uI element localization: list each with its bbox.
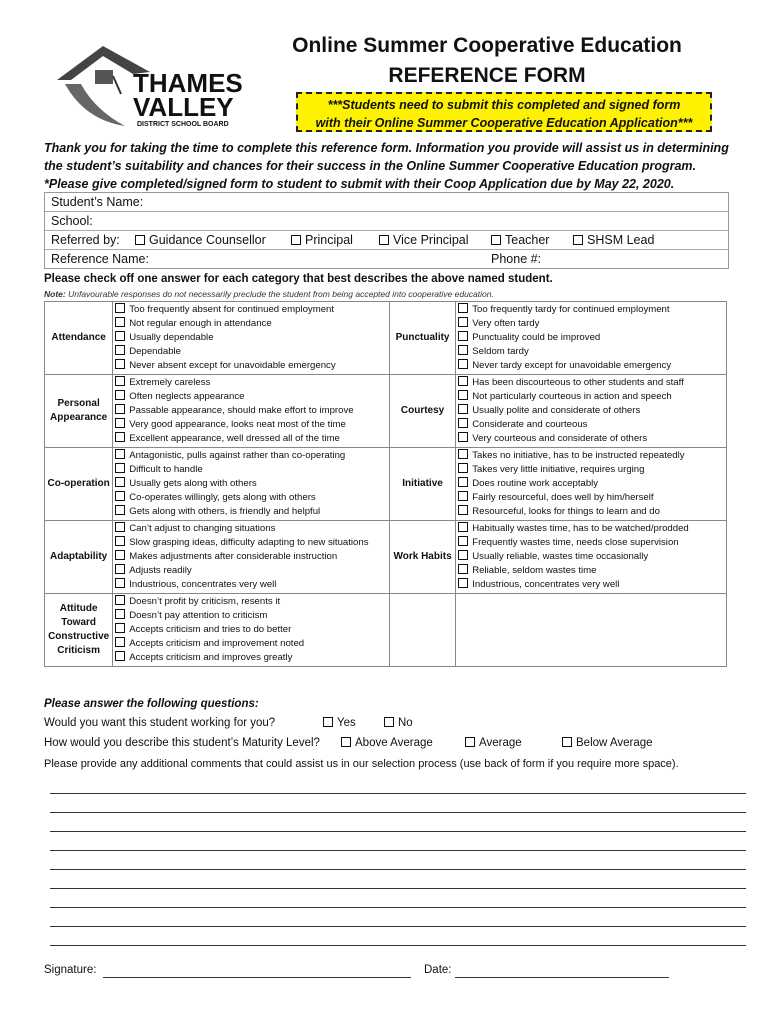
rating-option-label: Extremely careless [129, 377, 211, 388]
rating-option-label: Considerate and courteous [472, 419, 588, 430]
comment-line[interactable] [50, 850, 746, 851]
referred-by-row [45, 231, 728, 250]
category-name: Attendance [45, 302, 113, 375]
logo-text-thames: THAMES [133, 68, 243, 98]
rating-option-label: Punctuality could be improved [472, 332, 601, 343]
referred-guidance-checkbox[interactable] [135, 231, 266, 249]
average-label: Average [479, 737, 522, 749]
rating-option-label: Usually reliable, wastes time occasionally [472, 551, 649, 562]
rating-option-label: Very good appearance, looks neat most of the time [129, 419, 346, 430]
comments-prompt: Please provide any additional comments that could assist us in our selection process (use back of form if you require more space). [44, 758, 679, 770]
rating-option-checkbox[interactable] [458, 345, 724, 359]
rating-option-label: Usually polite and considerate of others [472, 405, 641, 416]
question-maturity: How would you describe this student’s Maturity Level? [44, 737, 320, 749]
category-options [456, 375, 727, 448]
rating-option-checkbox[interactable] [115, 491, 387, 505]
rating-option-checkbox[interactable] [115, 345, 387, 359]
rating-option-label: Often neglects appearance [129, 391, 245, 402]
rating-option-checkbox[interactable] [458, 376, 724, 390]
checkbox-icon [458, 331, 468, 341]
checkbox-icon [458, 564, 468, 574]
reference-name-row [45, 250, 728, 268]
checkbox-icon [115, 536, 125, 546]
category-name [389, 594, 455, 667]
checkbox-icon [115, 317, 125, 327]
phone-field[interactable]: Phone #: [491, 252, 542, 266]
rating-option-checkbox[interactable] [458, 477, 724, 491]
referred-shsm-checkbox[interactable] [573, 231, 654, 249]
school-field[interactable] [45, 212, 728, 231]
comment-line[interactable] [50, 926, 746, 927]
date-field[interactable] [455, 977, 669, 978]
rating-option-label: Usually gets along with others [129, 478, 257, 489]
checkbox-icon [115, 609, 125, 619]
rating-instructions: Please check off one answer for each category that best describes the above named student. [44, 273, 553, 285]
checkbox-icon [115, 595, 125, 605]
category-name: Initiative [389, 448, 455, 521]
checkbox-icon [115, 359, 125, 369]
rating-option-label: Does routine work acceptably [472, 478, 599, 489]
rating-option-label: Can’t adjust to changing situations [129, 523, 276, 534]
checkbox-icon [115, 522, 125, 532]
no-label: No [398, 717, 413, 729]
rating-option-checkbox[interactable] [458, 418, 724, 432]
category-options [456, 594, 727, 667]
rating-option-label: Seldom tardy [472, 346, 529, 357]
rating-option-label: Has been discourteous to other students and staff [472, 377, 684, 388]
average-checkbox[interactable] [465, 737, 522, 749]
referred-principal-checkbox[interactable] [291, 231, 353, 249]
category-name: Attitude Toward Constructive Criticism [45, 594, 113, 667]
category-options [113, 521, 390, 594]
rating-option-label: Accepts criticism and improves greatly [129, 652, 293, 663]
referred-option-label: Teacher [505, 233, 550, 247]
signature-label: Signature: [44, 964, 97, 976]
checkbox-icon [135, 235, 145, 245]
checkbox-icon [115, 505, 125, 515]
rating-option-checkbox[interactable] [458, 564, 724, 578]
rating-option-checkbox[interactable] [115, 578, 387, 592]
category-name: Punctuality [389, 302, 455, 375]
checkbox-icon [115, 432, 125, 442]
checkbox-icon [458, 522, 468, 532]
rating-option-label: Not regular enough in attendance [129, 318, 272, 329]
category-name: Personal Appearance [45, 375, 113, 448]
checkbox-icon [115, 404, 125, 414]
rating-option-checkbox[interactable] [115, 432, 387, 446]
logo-text-valley: VALLEY [133, 92, 234, 122]
rating-option-label: Very often tardy [472, 318, 540, 329]
rating-option-checkbox[interactable] [115, 359, 387, 373]
rating-option-label: Adjusts readily [129, 565, 192, 576]
checkbox-icon [458, 418, 468, 428]
rating-table [44, 301, 727, 667]
checkbox-icon [562, 737, 572, 747]
checkbox-icon [458, 345, 468, 355]
checkbox-icon [115, 637, 125, 647]
checkbox-icon [115, 303, 125, 313]
checkbox-icon [458, 449, 468, 459]
rating-option-checkbox[interactable] [458, 536, 724, 550]
referred-option-label: Guidance Counsellor [149, 233, 266, 247]
rating-option-label: Resourceful, looks for things to learn and do [472, 506, 660, 517]
note-text: Unfavourable responses do not necessarily preclude the student from being accepted into cooperative education. [65, 289, 494, 299]
checkbox-icon [458, 303, 468, 313]
below-average-checkbox[interactable] [562, 737, 653, 749]
checkbox-icon [379, 235, 389, 245]
checkbox-icon [458, 432, 468, 442]
rating-option-label: Industrious, concentrates very well [472, 579, 620, 590]
rating-option-label: Makes adjustments after considerable instruction [129, 551, 338, 562]
rating-row [45, 302, 727, 375]
category-options [456, 448, 727, 521]
category-name: Work Habits [389, 521, 455, 594]
category-options [113, 594, 390, 667]
rating-option-checkbox[interactable] [115, 463, 387, 477]
rating-option-checkbox[interactable] [115, 418, 387, 432]
checkbox-icon [458, 376, 468, 386]
rating-option-checkbox[interactable] [458, 432, 724, 446]
rating-option-label: Habitually wastes time, has to be watched/prodded [472, 523, 689, 534]
category-name: Co-operation [45, 448, 113, 521]
rating-option-checkbox[interactable] [458, 390, 724, 404]
rating-option-checkbox[interactable] [458, 449, 724, 463]
checkbox-icon [458, 390, 468, 400]
rating-option-checkbox[interactable] [115, 595, 387, 609]
category-options [113, 448, 390, 521]
intro-text [44, 139, 734, 193]
rating-option-label: Slow grasping ideas, difficulty adapting to new situations [129, 537, 369, 548]
checkbox-icon [458, 550, 468, 560]
rating-option-label: Never absent except for unavoidable emergency [129, 360, 336, 371]
rating-option-checkbox[interactable] [458, 463, 724, 477]
rating-option-checkbox[interactable] [458, 550, 724, 564]
checkbox-icon [458, 536, 468, 546]
rating-option-label: Doesn’t pay attention to criticism [129, 610, 268, 621]
rating-option-checkbox[interactable] [115, 522, 387, 536]
rating-row [45, 521, 727, 594]
rating-option-label: Passable appearance, should make effort to improve [129, 405, 354, 416]
rating-option-label: Not particularly courteous in action and speech [472, 391, 672, 402]
rating-option-checkbox[interactable] [115, 623, 387, 637]
comment-line[interactable] [50, 812, 746, 813]
rating-option-label: Takes very little initiative, requires urging [472, 464, 645, 475]
rating-option-label: Gets along with others, is friendly and helpful [129, 506, 321, 517]
reference-name-field[interactable]: Reference Name: [51, 252, 149, 266]
category-options [456, 521, 727, 594]
comment-line[interactable] [50, 945, 746, 946]
comment-line[interactable] [50, 869, 746, 870]
checkbox-icon [115, 578, 125, 588]
rating-option-checkbox[interactable] [458, 491, 724, 505]
rating-option-checkbox[interactable] [115, 637, 387, 651]
checkbox-icon [458, 491, 468, 501]
comment-line[interactable] [50, 888, 746, 889]
rating-option-label: Industrious, concentrates very well [129, 579, 277, 590]
notice-line1: ***Students need to submit this completed and signed form [327, 98, 681, 112]
checkbox-icon [115, 491, 125, 501]
rating-option-checkbox[interactable] [458, 303, 724, 317]
checkbox-icon [115, 623, 125, 633]
rating-option-label: Fairly resourceful, does well by him/herself [472, 492, 654, 503]
rating-option-label: Difficult to handle [129, 464, 203, 475]
student-name-field[interactable] [45, 193, 728, 212]
above-average-checkbox[interactable] [341, 737, 433, 749]
rating-option-checkbox[interactable] [458, 404, 724, 418]
category-name: Courtesy [389, 375, 455, 448]
rating-option-checkbox[interactable] [458, 578, 724, 592]
checkbox-icon [115, 564, 125, 574]
rating-option-checkbox[interactable] [458, 317, 724, 331]
yes-checkbox[interactable] [323, 717, 356, 729]
rating-option-label: Accepts criticism and tries to do better [129, 624, 292, 635]
rating-option-label: Accepts criticism and improvement noted [129, 638, 305, 649]
student-name-label: Student’s Name: [51, 195, 144, 209]
referred-option-label: SHSM Lead [587, 233, 655, 247]
checkbox-icon [341, 737, 351, 747]
rating-option-label: Frequently wastes time, needs close supervision [472, 537, 679, 548]
questions-title: Please answer the following questions: [44, 698, 259, 710]
form-title-line2: REFERENCE FORM [388, 64, 586, 87]
rating-option-label: Doesn’t profit by criticism, resents it [129, 596, 281, 607]
rating-row [45, 594, 727, 667]
logo-text-board: DISTRICT SCHOOL BOARD [137, 121, 229, 128]
checkbox-icon [458, 477, 468, 487]
rating-option-checkbox[interactable] [115, 651, 387, 665]
intro-line2: the student’s suitability and chances for their success in the Online Summer Cooperative Education program. [44, 159, 697, 173]
note-label: Note: [44, 289, 66, 299]
comment-line[interactable] [50, 793, 746, 794]
checkbox-icon [573, 235, 583, 245]
question-want-student: Would you want this student working for you? [44, 717, 276, 729]
rating-option-label: Excellent appearance, well dressed all of the time [129, 433, 340, 444]
rating-option-label: Usually dependable [129, 332, 214, 343]
referred-vice-principal-checkbox[interactable] [379, 231, 469, 249]
rating-option-checkbox[interactable] [115, 564, 387, 578]
school-label: School: [51, 214, 93, 228]
category-options [113, 375, 390, 448]
checkbox-icon [115, 418, 125, 428]
rating-option-checkbox[interactable] [115, 477, 387, 491]
rating-option-checkbox[interactable] [115, 449, 387, 463]
signature-field[interactable] [103, 977, 411, 978]
intro-line3: *Please give completed/signed form to student to submit with their Coop Application due by May 22, 2020. [44, 177, 675, 191]
checkbox-icon [115, 345, 125, 355]
rating-option-checkbox[interactable] [115, 536, 387, 550]
checkbox-icon [115, 449, 125, 459]
rating-option-label: Takes no initiative, has to be instructed repeatedly [472, 450, 685, 461]
checkbox-icon [115, 376, 125, 386]
rating-option-checkbox[interactable] [115, 390, 387, 404]
checkbox-icon [458, 463, 468, 473]
rating-option-label: Co-operates willingly, gets along with others [129, 492, 316, 503]
checkbox-icon [465, 737, 475, 747]
checkbox-icon [115, 331, 125, 341]
rating-option-checkbox[interactable] [115, 331, 387, 345]
rating-row [45, 375, 727, 448]
checkbox-icon [115, 390, 125, 400]
checkbox-icon [291, 235, 301, 245]
checkbox-icon [115, 477, 125, 487]
rating-option-label: Too frequently absent for continued employment [129, 304, 335, 315]
rating-option-checkbox[interactable] [115, 609, 387, 623]
checkbox-icon [458, 505, 468, 515]
above-average-label: Above Average [355, 737, 433, 749]
comment-line[interactable] [50, 907, 746, 908]
checkbox-icon [115, 550, 125, 560]
checkbox-icon [458, 578, 468, 588]
rating-option-label: Very courteous and considerate of others [472, 433, 648, 444]
rating-row [45, 448, 727, 521]
date-label: Date: [424, 964, 452, 976]
student-info-box [44, 192, 729, 269]
referred-option-label: Vice Principal [393, 233, 469, 247]
category-name: Adaptability [45, 521, 113, 594]
form-title-line1: Online Summer Cooperative Education [292, 34, 682, 57]
checkbox-icon [491, 235, 501, 245]
rating-option-checkbox[interactable] [115, 303, 387, 317]
below-average-label: Below Average [576, 737, 653, 749]
rating-option-label: Dependable [129, 346, 181, 357]
rating-option-checkbox[interactable] [115, 505, 387, 519]
rating-option-checkbox[interactable] [458, 522, 724, 536]
rating-option-checkbox[interactable] [115, 317, 387, 331]
tvdsb-logo [55, 40, 245, 132]
checkbox-icon [115, 651, 125, 661]
rating-option-checkbox[interactable] [115, 550, 387, 564]
yes-label: Yes [337, 717, 356, 729]
checkbox-icon [323, 717, 333, 727]
no-checkbox[interactable] [384, 717, 413, 729]
checkbox-icon [458, 317, 468, 327]
logo-graphic [55, 40, 245, 132]
rating-note [44, 289, 494, 299]
checkbox-icon [458, 359, 468, 369]
referred-teacher-checkbox[interactable] [491, 231, 549, 249]
rating-option-checkbox[interactable] [458, 505, 724, 519]
submission-notice [296, 92, 712, 132]
referred-option-label: Principal [305, 233, 353, 247]
checkbox-icon [384, 717, 394, 727]
referred-by-label: Referred by: [51, 233, 120, 247]
rating-option-label: Too frequently tardy for continued employment [472, 304, 670, 315]
comment-line[interactable] [50, 831, 746, 832]
rating-option-checkbox[interactable] [115, 404, 387, 418]
checkbox-icon [115, 463, 125, 473]
rating-option-label: Antagonistic, pulls against rather than co-operating [129, 450, 346, 461]
category-options [456, 302, 727, 375]
rating-option-label: Never tardy except for unavoidable emergency [472, 360, 672, 371]
intro-line1: Thank you for taking the time to complete this reference form. Information you provide will assist us in determining [44, 141, 729, 155]
rating-option-label: Reliable, seldom wastes time [472, 565, 597, 576]
notice-line2: with their Online Summer Cooperative Education Application*** [315, 116, 693, 130]
rating-option-checkbox[interactable] [115, 376, 387, 390]
rating-option-checkbox[interactable] [458, 359, 724, 373]
rating-option-checkbox[interactable] [458, 331, 724, 345]
category-options [113, 302, 390, 375]
checkbox-icon [458, 404, 468, 414]
